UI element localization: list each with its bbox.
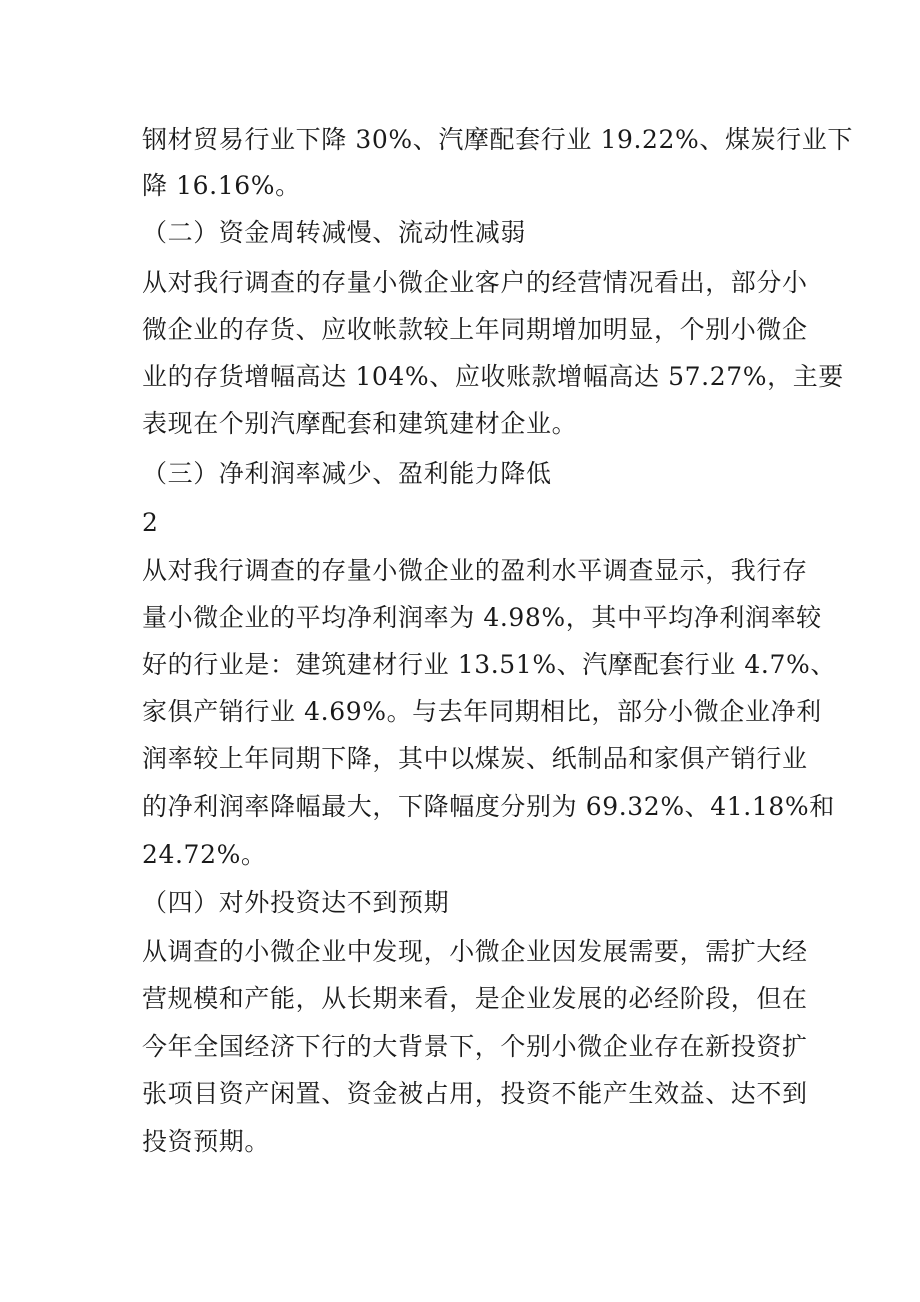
text-line: 营规模和产能，从长期来看，是企业发展的必经阶段，但在 [142, 984, 808, 1013]
text-line: 从对我行调查的存量小微企业客户的经营情况看出，部分小 [142, 268, 808, 297]
text-line: 从调查的小微企业中发现，小微企业因发展需要，需扩大经 [142, 937, 808, 966]
text-line: 业的存货增幅高达 104%、应收账款增幅高达 57.27%，主要 [142, 362, 844, 391]
text-line: 的净利润率降幅最大，下降幅度分别为 69.32%、41.18%和 [142, 792, 835, 821]
text-line: 降 16.16%。 [142, 171, 301, 200]
section-heading: （二）资金周转减慢、流动性减弱 [142, 218, 527, 247]
text-line: 张项目资产闲置、资金被占用，投资不能产生效益、达不到 [142, 1079, 808, 1108]
text-line: 钢材贸易行业下降 30%、汽摩配套行业 19.22%、煤炭行业下 [142, 125, 853, 154]
text-line: 家俱产销行业 4.69%。与去年同期相比，部分小微企业净利 [142, 697, 822, 726]
section-heading: （三）净利润率减少、盈利能力降低 [142, 459, 552, 488]
text-line: 微企业的存货、应收帐款较上年同期增加明显，个别小微企 [142, 315, 808, 344]
text-line: 润率较上年同期下降，其中以煤炭、纸制品和家俱产销行业 [142, 744, 808, 773]
page-number: 2 [142, 508, 159, 537]
text-line: 投资预期。 [142, 1127, 271, 1156]
section-heading: （四）对外投资达不到预期 [142, 888, 450, 917]
text-line: 好的行业是：建筑建材行业 13.51%、汽摩配套行业 4.7%、 [142, 650, 836, 679]
text-line: 今年全国经济下行的大背景下，个别小微企业存在新投资扩 [142, 1032, 808, 1061]
text-line: 量小微企业的平均净利润率为 4.98%，其中平均净利润率较 [142, 603, 822, 632]
text-line: 24.72%。 [142, 840, 267, 869]
text-line: 从对我行调查的存量小微企业的盈利水平调查显示，我行存 [142, 556, 808, 585]
text-line: 表现在个别汽摩配套和建筑建材企业。 [142, 409, 578, 438]
